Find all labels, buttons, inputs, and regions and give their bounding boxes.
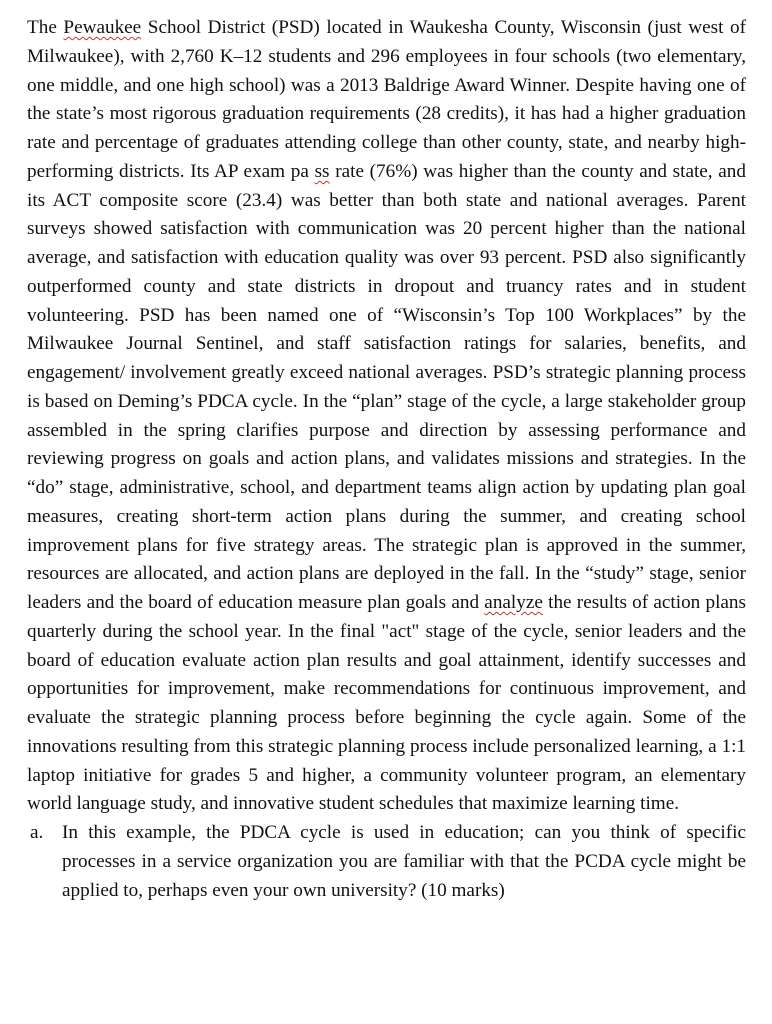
paragraph-text: the results of action plans quarterly during the school year. In the final "act" stage of the cycle, senior leaders and the board of education evaluate action plan results and goal attainment, identify successes and opportunities for improvement, make recommendations for continuous improvement, and evaluate the strategic planning process before beginning the cycle again. Some of the innovations resulting from this strategic planning process include personalized learning, a 1:1 laptop initiative for grades 5 and higher, a community volunteer program, an elementary world language study, and innovative student schedules that maximize learning time. bbox=[27, 592, 746, 815]
case-study-paragraph bbox=[27, 14, 746, 819]
paragraph-text: The bbox=[27, 17, 64, 38]
question-text: In this example, the PDCA cycle is used in education; can you think of specific processes in a service organization you are familiar with that the PCDA cycle might be applied to, perhaps even your own university? (10 marks) bbox=[62, 822, 746, 901]
question-label: a. bbox=[30, 822, 44, 843]
misspelled-word: ss bbox=[314, 160, 330, 182]
paragraph-text: School District (PSD) located in Waukesha County, Wisconsin (just west of Milwaukee), with 2,760 K–12 students and 296 employees in four schools (two elementary, one middle, and one high school) was a 2013 Baldrige Award Winner. Despite having one of the state’s most rigorous graduation requirements (28 credits), it has had a higher graduation rate and percentage of graduates attending college than other county, state, and nearby high-performing districts. Its AP exam pa bbox=[27, 17, 746, 182]
question-item bbox=[27, 819, 746, 905]
document-page bbox=[27, 14, 746, 905]
paragraph-text: rate (76%) was higher than the county and state, and its ACT composite score (23.4) was better than both state and national averages. Parent surveys showed satisfaction with communication was 20 percent higher than the national average, and satisfaction with education quality was over 93 percent. PSD also significantly outperformed county and state districts in dropout and truancy rates and in student volunteering. PSD has been named one of “Wisconsin’s Top 100 Workplaces” by the Milwaukee Journal Sentinel, and staff satisfaction ratings for salaries, benefits, and engagement/ involvement greatly exceed national averages. PSD’s strategic planning process is based on Deming’s PDCA cycle. In the “plan” stage of the cycle, a large stakeholder group assembled in the spring clarifies purpose and direction by assessing performance and reviewing progress on goals and action plans, and validates missions and strategies. In the “do” stage, administrative, school, and department teams align action by updating plan goal measures, creating short-term action plans during the summer, and creating school improvement plans for five strategy areas. The strategic plan is approved in the summer, resources are allocated, and action plans are deployed in the fall. In the “study” stage, senior leaders and the board of education measure plan goals and bbox=[27, 160, 746, 613]
misspelled-word: analyze bbox=[484, 592, 543, 613]
misspelled-word: Pewaukee bbox=[63, 17, 142, 38]
